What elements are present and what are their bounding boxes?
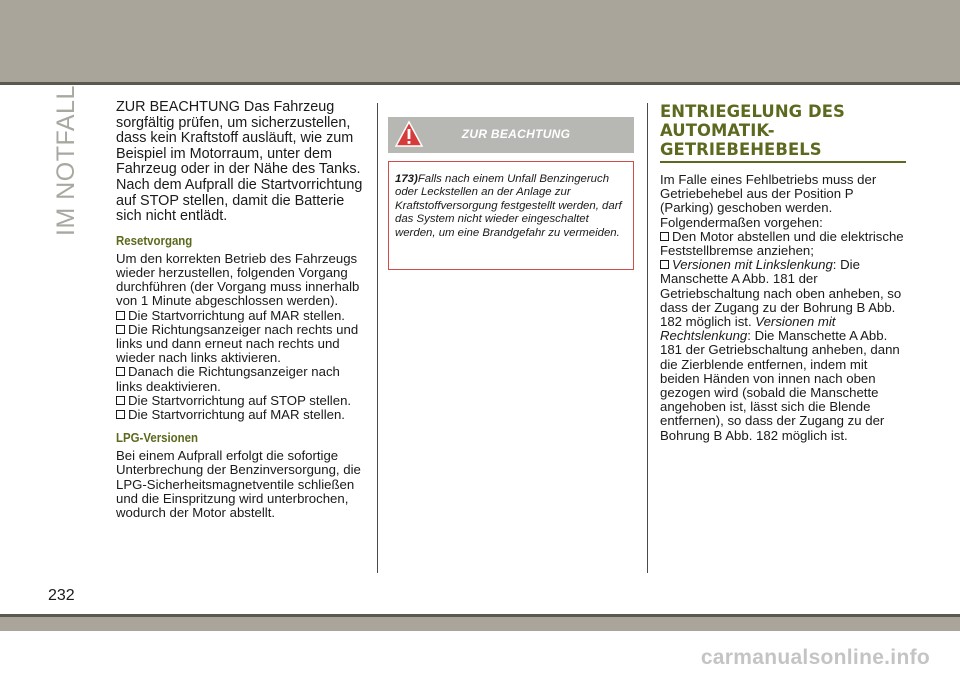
intro-paragraph: ZUR BEACHTUNG Das Fahrzeug sorgfältig prüfen, um sicherzustellen, dass kein Kraftstoff ausläuft, wie zum Beispiel im Motorraum, unter dem Fahrzeug oder in der Nähe des Tanks. Nach dem Aufprall die Startvorrichtung auf STOP stellen, damit die Batterie sich nicht entlädt. (116, 99, 363, 225)
heading-underline (660, 161, 906, 163)
checkbox-bullet-icon (116, 325, 125, 334)
top-rule (0, 82, 960, 85)
reset-steps (116, 309, 366, 423)
watermark: carmanualsonline.info (700, 646, 930, 669)
lpg-heading: LPG-Versionen (116, 430, 199, 446)
warning-header (388, 117, 634, 153)
warning-title: ZUR BEACHTUNG (461, 127, 571, 141)
checkbox-bullet-icon (660, 260, 669, 269)
column-divider (647, 103, 648, 573)
checkbox-bullet-icon (116, 367, 125, 376)
checkbox-bullet-icon (660, 232, 669, 241)
column-divider (377, 103, 378, 573)
release-intro: Im Falle eines Fehlbetriebs muss der Getriebehebel aus der Position P (Parking) geschoben werden. Folgendermaßen vorgehen: (660, 172, 877, 230)
section-side-title: IM NOTFALL (52, 85, 80, 236)
list-item: Die Startvorrichtung auf MAR stellen. (116, 309, 366, 323)
checkbox-bullet-icon (116, 311, 125, 320)
column-middle (388, 117, 634, 270)
list-item: Die Richtungsanzeiger nach rechts und links und dann erneut nach rechts und wieder nach links aktivieren. (116, 321, 359, 366)
list-item: Versionen mit Linkslenkung: Die Manschette A Abb. 181 der Getriebschaltung nach oben anheben, so dass der Zugang zu der Bohrung B Abb. 182 möglich ist. Versionen mit Rechtslenkung: Die Manschette A Abb. 181 der Getriebschaltung anheben, dann die Zierblende entfernen, indem mit beiden Händen von innen nach oben gezogen wird (sobald die Manschette angehoben ist, lässt sich die Blende entfernen), so dass der Zugang zu der Bohrung B Abb. 182 möglich ist. (660, 257, 902, 443)
warning-text: Falls nach einem Unfall Benzingeruch oder Leckstellen an der Anlage zur Kraftstoffversorgung festgestellt werden, darf das System nicht wieder eingeschaltet werden, um eine Brandgefahr zu vermeiden. (395, 173, 622, 239)
column-left (116, 100, 366, 520)
list-item: Den Motor abstellen und die elektrische Feststellbremse anziehen; (660, 228, 904, 259)
lpg-paragraph: Bei einem Aufprall erfolgt die sofortige Unterbrechung der Benzinversorgung, die LPG-Sicherheitsmagnetventile schließen und die Einspritzung wird unterbrochen, wodurch der Motor abstellt. (116, 448, 361, 520)
reset-paragraph: Um den korrekten Betrieb des Fahrzeugs wieder herzustellen, folgenden Vorgang durchführen (der Vorgang muss innerhalb von 1 Minute abgeschlossen werden). (116, 250, 360, 309)
reset-heading: Resetvorgang (116, 232, 193, 248)
section-heading: ENTRIEGELUNG DES AUTOMATIK- GETRIEBEHEBELS (660, 102, 845, 159)
list-item: Danach die Richtungsanzeiger nach links deaktivieren. (116, 364, 340, 394)
release-steps (660, 230, 906, 443)
list-item: Die Startvorrichtung auf STOP stellen. (116, 394, 366, 408)
checkbox-bullet-icon (116, 396, 125, 405)
top-band (0, 0, 960, 82)
checkbox-bullet-icon (116, 410, 125, 419)
bottom-band (0, 617, 960, 631)
page-number: 232 (48, 587, 75, 604)
warning-number: 173) (395, 173, 418, 185)
warning-box (388, 161, 634, 270)
list-item: Die Startvorrichtung auf MAR stellen. (116, 408, 366, 422)
column-right (660, 100, 906, 443)
